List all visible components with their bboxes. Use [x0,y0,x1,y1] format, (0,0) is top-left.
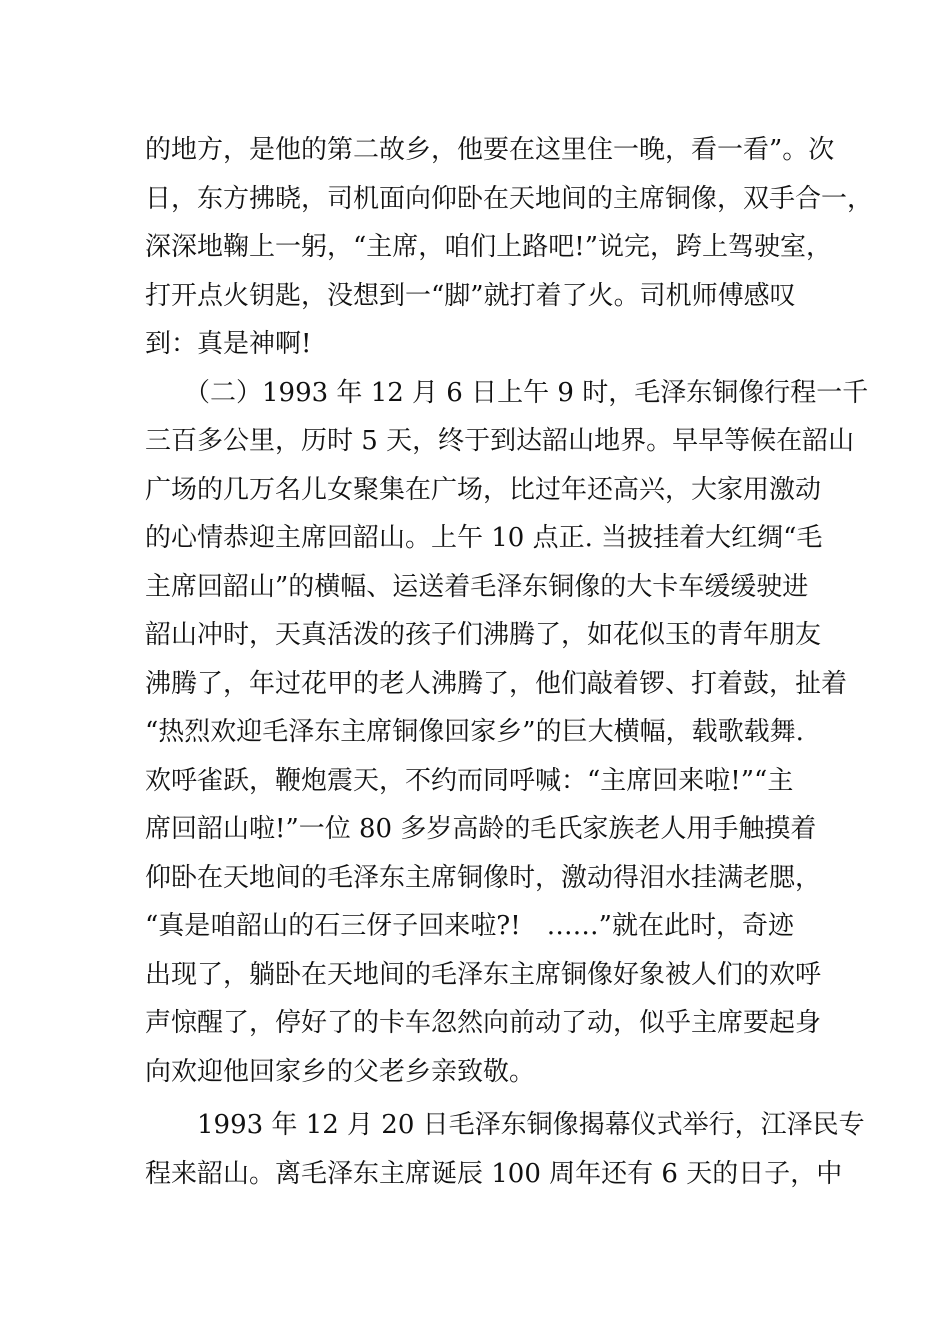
paragraph-2 [145,369,869,1097]
text-line: 打开点火钥匙，没想到一“脚”就打着了火。司机师傅感叹 [145,280,796,311]
document-body [145,126,874,1198]
text-line: 出现了，躺卧在天地间的毛泽东主席铜像好象被人们的欢呼 [145,959,822,990]
text-line: 到：真是神啊! [145,329,312,359]
text-line: 1993 年 12 月 20 日毛泽东铜像揭幕仪式举行，江泽民专 [145,1110,865,1140]
text-line: 三百多公里，历时 5 天，终于到达韶山地界。早早等候在韶山 [145,426,855,456]
paragraph-3 [145,1101,865,1198]
text-line: 韶山冲时，天真活泼的孩子们沸腾了，如花似玉的青年朋友 [145,620,822,650]
text-line: “热烈欢迎毛泽东主席铜像回家乡”的巨大横幅，载歌载舞. [145,717,804,747]
text-line: 的心情恭迎主席回韶山。上午 10 点正. 当披挂着大红绸“毛 [145,523,823,553]
text-line: 声惊醒了，停好了的卡车忽然向前动了动，似乎主席要起身 [145,1008,822,1038]
text-line: 向欢迎他回家乡的父老乡亲致敬。 [145,1056,536,1087]
text-line: 程来韶山。离毛泽东主席诞辰 100 周年还有 6 天的日子，中 [145,1158,843,1189]
text-line: 欢呼雀跃，鞭炮震天，不约而同呼喊：“主席回来啦!”“主 [145,765,794,796]
text-line: “真是咱韶山的石三伢子回来啦?! ……”就在此时，奇迹 [145,911,794,941]
text-line: 的地方，是他的第二故乡，他要在这里住一晚，看一看”。次 [145,135,835,165]
text-line: 主席回韶山”的横幅、运送着毛泽东铜像的大卡车缓缓驶进 [145,571,809,602]
text-line: 席回韶山啦!”一位 80 多岁高龄的毛氏家族老人用手触摸着 [145,814,817,844]
text-line: 广场的几万名儿女聚集在广场，比过年还高兴，大家用激动 [145,474,822,505]
paragraph-1 [145,126,874,369]
text-line: 深深地鞠上一躬，“主席，咱们上路吧!”说完，跨上驾驶室， [145,232,833,262]
text-line: 日，东方拂晓，司机面向仰卧在天地间的主席铜像，双手合一， [145,183,874,214]
text-line: （二）1993 年 12 月 6 日上午 9 时，毛泽东铜像行程一千 [145,377,869,408]
text-line: 沸腾了，年过花甲的老人沸腾了，他们敲着锣、打着鼓，扯着 [145,668,848,699]
text-line: 仰卧在天地间的毛泽东主席铜像时，激动得泪水挂满老腮， [145,862,822,893]
